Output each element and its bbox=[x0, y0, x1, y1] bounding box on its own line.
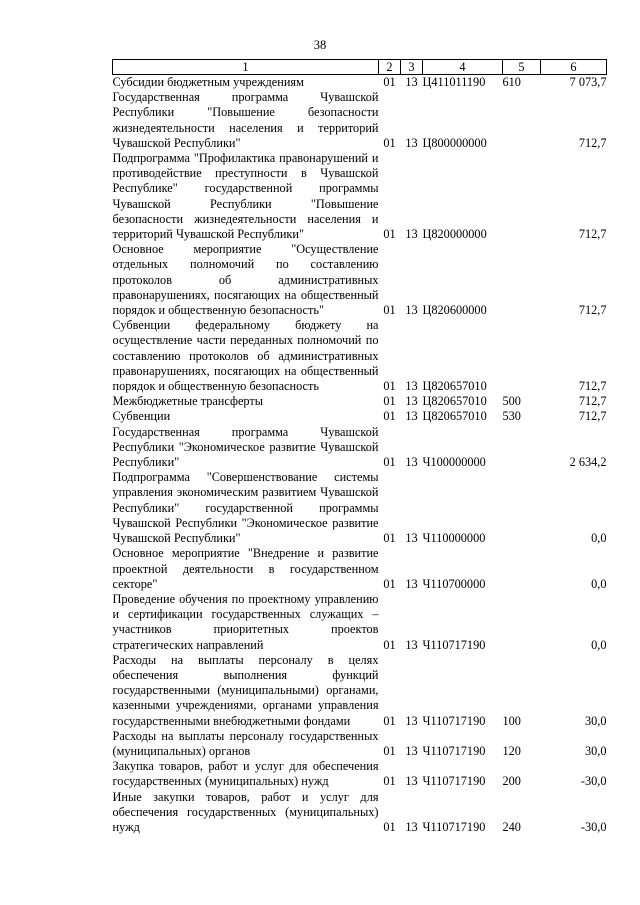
table-row bbox=[113, 653, 607, 729]
row-target-article: Ц820000000 bbox=[422, 227, 487, 242]
row-name: Государственная программа Чувашской Республики "Повышение безопасности жизнедеятельности населения и территорий Чувашской Республики" bbox=[112, 90, 379, 150]
column-header-3: 3 bbox=[401, 60, 423, 75]
row-amount: 712,7 bbox=[578, 227, 607, 242]
row-expense-type bbox=[503, 242, 541, 318]
row-name: Подпрограмма "Совершенствование системы управления экономическим развитием Чувашской Республики" государственной программы Чувашской Республики "Экономическое развитие Чувашской Республики" bbox=[112, 470, 379, 546]
row-subsection: 13 bbox=[405, 394, 418, 409]
row-expense-type: 120 bbox=[502, 743, 521, 758]
row-section: 01 bbox=[383, 576, 396, 591]
row-amount: 30,0 bbox=[584, 743, 607, 758]
budget-table bbox=[112, 59, 607, 835]
row-target-article: Ч100000000 bbox=[422, 455, 486, 470]
column-header-4: 4 bbox=[423, 60, 503, 75]
row-target-article: Ч110700000 bbox=[422, 576, 486, 591]
row-section: 01 bbox=[383, 819, 396, 834]
table-row bbox=[113, 242, 607, 318]
row-section: 01 bbox=[383, 637, 396, 652]
row-name: Подпрограмма "Профилактика правонарушений и противодействие преступности в Чувашской Республике" государственной программы Чувашской Республики "Повышение безопасности жизнедеятельности населения и территорий Чувашской Республики" bbox=[112, 151, 379, 242]
row-section: 01 bbox=[383, 227, 396, 242]
row-name: Субвенции федеральному бюджету на осуществление части переданных полномочий по составлению протоколов об административных правонарушениях, посягающих на общественный порядок и общественную безопасность bbox=[112, 318, 379, 394]
row-amount: 712,7 bbox=[578, 409, 607, 424]
column-header-1: 1 bbox=[113, 60, 379, 75]
row-target-article: Ц820600000 bbox=[422, 303, 487, 318]
row-expense-type bbox=[503, 546, 541, 592]
row-target-article: Ц411011190 bbox=[422, 75, 486, 89]
row-expense-type bbox=[503, 318, 541, 394]
row-section: 01 bbox=[383, 455, 396, 470]
row-target-article: Ч110717190 bbox=[422, 713, 486, 728]
table-row bbox=[113, 425, 607, 471]
row-amount: 7 073,7 bbox=[569, 75, 607, 89]
row-subsection: 13 bbox=[405, 743, 418, 758]
row-section: 01 bbox=[383, 713, 396, 728]
table-row bbox=[113, 90, 607, 151]
row-expense-type bbox=[503, 425, 541, 471]
row-subsection: 13 bbox=[405, 135, 418, 150]
row-expense-type: 610 bbox=[502, 75, 521, 89]
row-subsection: 13 bbox=[405, 455, 418, 470]
row-subsection: 13 bbox=[405, 774, 418, 789]
column-header-2: 2 bbox=[379, 60, 401, 75]
row-subsection: 13 bbox=[405, 713, 418, 728]
row-subsection: 13 bbox=[405, 409, 418, 424]
row-section: 01 bbox=[383, 774, 396, 789]
row-section: 01 bbox=[383, 743, 396, 758]
row-amount: 2 634,2 bbox=[569, 455, 607, 470]
row-subsection: 13 bbox=[405, 819, 418, 834]
row-expense-type bbox=[503, 470, 541, 546]
row-subsection: 13 bbox=[405, 637, 418, 652]
row-section: 01 bbox=[383, 75, 396, 89]
row-expense-type bbox=[503, 151, 541, 242]
row-expense-type: 530 bbox=[502, 409, 521, 424]
row-target-article: Ч110717190 bbox=[422, 774, 486, 789]
row-expense-type bbox=[503, 90, 541, 151]
row-subsection: 13 bbox=[405, 75, 418, 89]
row-name: Расходы на выплаты персоналу в целях обеспечения выполнения функций государственными (муниципальными) органами, казенными учреждениями, органами управления государственными внебюджетными фондами bbox=[112, 652, 379, 728]
row-name: Государственная программа Чувашской Республики "Экономическое развитие Чувашской Республики" bbox=[112, 424, 379, 470]
row-subsection: 13 bbox=[405, 379, 418, 394]
row-expense-type: 240 bbox=[502, 819, 521, 834]
row-amount: 0,0 bbox=[591, 531, 607, 546]
row-name: Основное мероприятие "Осуществление отдельных полномочий по составлению протоколов об административных правонарушениях, посягающих на общественный порядок и общественную безопасность" bbox=[112, 242, 379, 318]
row-section: 01 bbox=[383, 379, 396, 394]
row-name: Расходы на выплаты персоналу государственных (муниципальных) органов bbox=[112, 728, 379, 758]
row-name: Иные закупки товаров, работ и услуг для обеспечения государственных (муниципальных) нужд bbox=[112, 789, 379, 834]
table-row bbox=[113, 394, 607, 409]
row-subsection: 13 bbox=[405, 303, 418, 318]
row-name: Основное мероприятие "Внедрение и развитие проектной деятельности в государственном секторе" bbox=[112, 546, 379, 591]
row-target-article: Ч110717190 bbox=[422, 637, 486, 652]
row-section: 01 bbox=[383, 135, 396, 150]
row-expense-type: 200 bbox=[502, 774, 521, 789]
row-target-article: Ц820657010 bbox=[422, 379, 487, 394]
row-target-article: Ч110000000 bbox=[422, 531, 486, 546]
row-expense-type bbox=[503, 592, 541, 653]
row-subsection: 13 bbox=[405, 576, 418, 591]
row-amount: 712,7 bbox=[578, 394, 607, 409]
row-amount: 712,7 bbox=[578, 303, 607, 318]
row-target-article: Ц820657010 bbox=[422, 394, 487, 409]
table-row bbox=[113, 409, 607, 424]
row-target-article: Ч110717190 bbox=[422, 819, 486, 834]
row-expense-type: 100 bbox=[502, 713, 521, 728]
table-row bbox=[113, 318, 607, 394]
row-amount: 0,0 bbox=[591, 576, 607, 591]
row-target-article: Ц800000000 bbox=[422, 135, 487, 150]
row-name: Закупка товаров, работ и услуг для обеспечения государственных (муниципальных) нужд bbox=[112, 759, 379, 789]
row-name: Проведение обучения по проектному управлению и сертификации государственных служащих – участников приоритетных проектов стратегических направлений bbox=[112, 591, 379, 652]
row-subsection: 13 bbox=[405, 227, 418, 242]
row-amount: 30,0 bbox=[584, 713, 607, 728]
table-row bbox=[113, 470, 607, 546]
row-name: Межбюджетные трансферты bbox=[112, 394, 264, 409]
table-row bbox=[113, 759, 607, 789]
row-amount: -30,0 bbox=[580, 819, 607, 834]
column-header-6: 6 bbox=[541, 60, 607, 75]
table-row bbox=[113, 790, 607, 836]
page-number: 38 bbox=[313, 38, 327, 52]
column-header-5: 5 bbox=[503, 60, 541, 75]
row-amount: 712,7 bbox=[578, 135, 607, 150]
row-target-article: Ч110717190 bbox=[422, 743, 486, 758]
table-row bbox=[113, 592, 607, 653]
table-row bbox=[113, 546, 607, 592]
row-section: 01 bbox=[383, 409, 396, 424]
row-subsection: 13 bbox=[405, 531, 418, 546]
table-row bbox=[113, 729, 607, 759]
row-expense-type: 500 bbox=[502, 394, 521, 409]
table-body bbox=[113, 75, 607, 836]
row-name: Субсидии бюджетным учреждениям bbox=[112, 75, 304, 89]
table-row bbox=[113, 151, 607, 242]
row-section: 01 bbox=[383, 303, 396, 318]
row-section: 01 bbox=[383, 394, 396, 409]
row-section: 01 bbox=[383, 531, 396, 546]
row-amount: 712,7 bbox=[578, 379, 607, 394]
table-header-row bbox=[113, 60, 607, 75]
row-name: Субвенции bbox=[112, 409, 171, 424]
table-row bbox=[113, 75, 607, 91]
row-target-article: Ц820657010 bbox=[422, 409, 487, 424]
row-amount: -30,0 bbox=[580, 774, 607, 789]
row-amount: 0,0 bbox=[591, 637, 607, 652]
